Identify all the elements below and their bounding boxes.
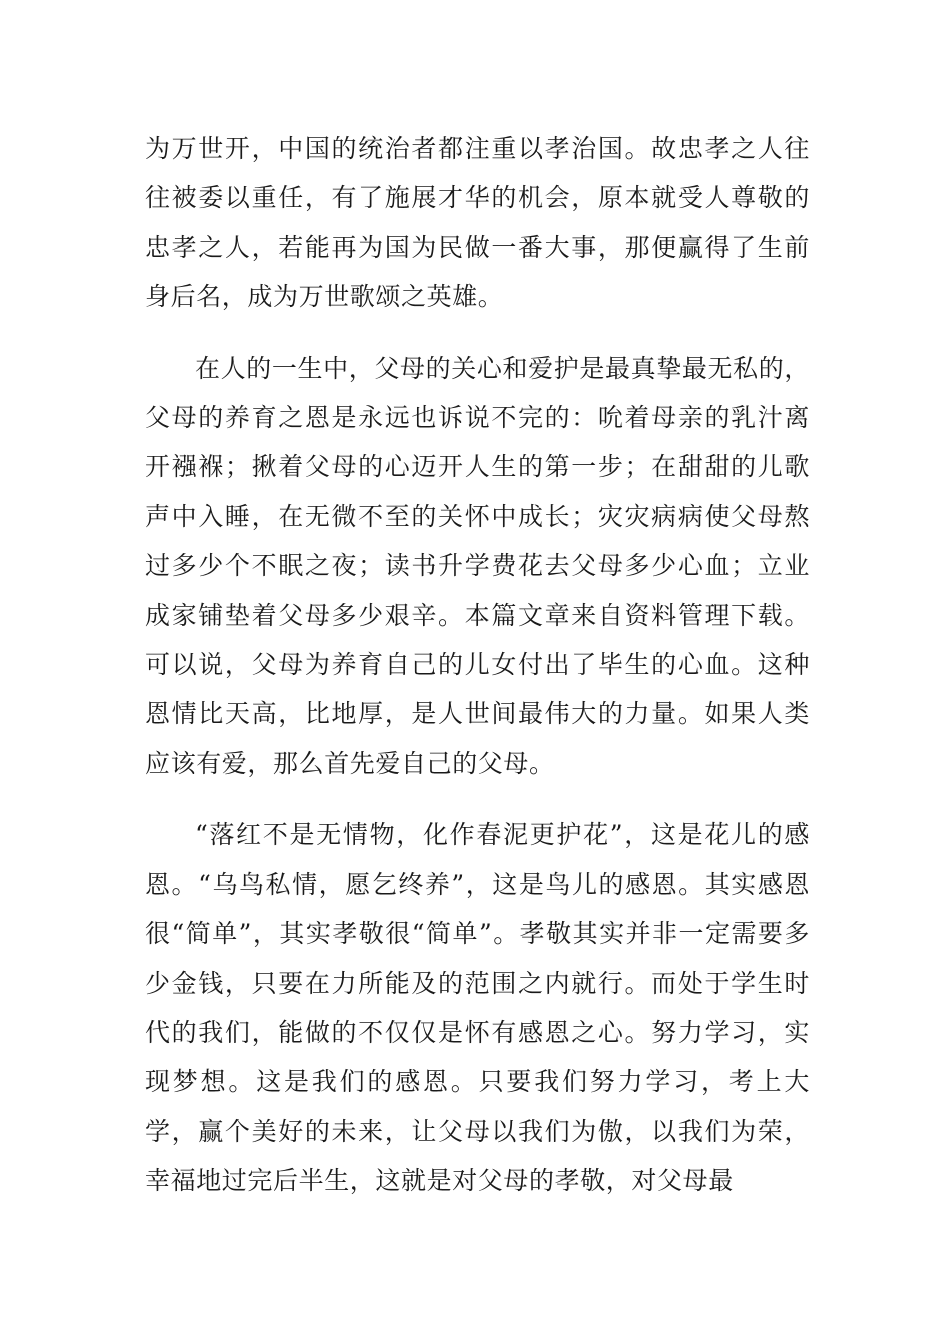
document-body bbox=[145, 124, 810, 1228]
paragraph-2: 在人的一生中，父母的关心和爱护是最真挚最无私的，父母的养育之恩是永远也诉说不完的：吮着母亲的乳汁离开襁褓；揪着父母的心迈开人生的第一步；在甜甜的儿歌声中入睡，在无微不至的关怀中成长；灾灾病病使父母熬过多少个不眠之夜；读书升学费花去父母多少心血；立业成家铺垫着父母多少艰辛。本篇文章来自资料管理下载。可以说，父母为养育自己的儿女付出了毕生的心血。这种恩情比天高，比地厚，是人世间最伟大的力量。如果人类应该有爱，那么首先爱自己的父母。 bbox=[145, 353, 810, 778]
paragraph-1: 为万世开，中国的统治者都注重以孝治国。故忠孝之人往往被委以重任，有了施展才华的机会，原本就受人尊敬的忠孝之人，若能再为国为民做一番大事，那便赢得了生前身后名，成为万世歌颂之英雄。 bbox=[145, 134, 810, 312]
paragraph-3: “落红不是无情物，化作春泥更护花”，这是花儿的感恩。“乌鸟私情，愿乞终养”，这是鸟儿的感恩。其实感恩很“简单”，其实孝敬很“简单”。孝敬其实并非一定需要多少金钱，只要在力所能及的范围之内就行。而处于学生时代的我们，能做的不仅仅是怀有感恩之心。努力学习，实现梦想。这是我们的感恩。只要我们努力学习，考上大学，赢个美好的未来，让父母以我们为傲，以我们为荣，幸福地过完后半生，这就是对父母的孝敬，对父母最 bbox=[145, 820, 810, 1196]
